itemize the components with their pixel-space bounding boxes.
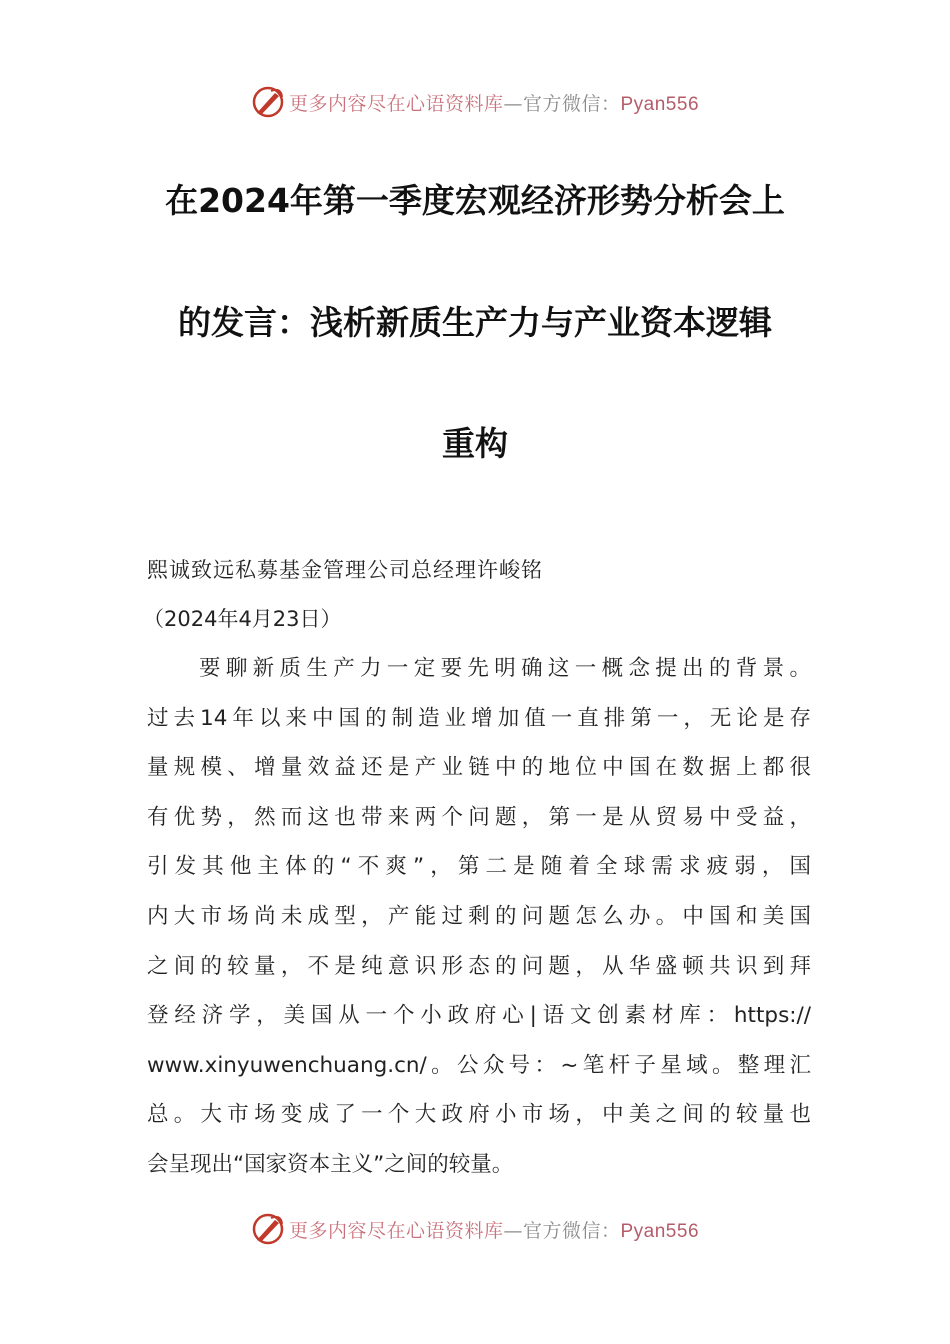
pen-logo-icon: [251, 85, 285, 119]
banner-sub-text: 官方微信：: [522, 1219, 621, 1242]
banner-sub-text: 官方微信：: [522, 92, 621, 115]
paragraph-line: 会呈现出“国家资本主义”之间的较量。: [147, 1151, 514, 1177]
banner-wechat-id: Pyan556: [620, 93, 700, 115]
banner-dash: —: [503, 92, 523, 115]
banner-dash: —: [503, 1219, 523, 1242]
paragraph-line: 量规模、增量效益还是产业链中的地位中国在数据上都很: [147, 755, 811, 781]
banner-main-text: 更多内容尽在心语资料库: [288, 1219, 504, 1242]
paragraph-line: 之间的较量，不是纯意识形态的问题，从华盛顿共识到拜: [147, 953, 811, 979]
banner-text: [289, 89, 699, 116]
title-line-1: 在2024年第一季度宏观经济形势分析会上: [165, 181, 785, 220]
title-line-2: 的发言：浅析新质生产力与产业资本逻辑: [178, 303, 772, 342]
paragraph-line: 登经济学，美国从一个小政府心|语文创素材库：https://: [147, 1003, 811, 1029]
paragraph-line: 过去14年以来中国的制造业增加值一直排第一，无论是存: [147, 705, 811, 731]
pen-logo-icon: [251, 1212, 285, 1246]
paragraph-line: 内大市场尚未成型，产能过剩的问题怎么办。中国和美国: [147, 903, 811, 929]
paragraph-line: www.xinyuwenchuang.cn/。公众号：~笔杆子星域。整理汇: [147, 1052, 811, 1078]
body-paragraph: [147, 644, 811, 1190]
paragraph-line: 引发其他主体的“不爽”，第二是随着全球需求疲弱，国: [147, 854, 811, 880]
paragraph-line: 总。大市场变成了一个大政府小市场，中美之间的较量也: [147, 1102, 811, 1128]
banner-wechat-id: Pyan556: [620, 1220, 700, 1242]
author-line: 熙诚致远私募基金管理公司总经理许峻铭: [147, 558, 543, 582]
title-line-3: 重构: [442, 424, 508, 463]
footer-banner: [0, 1209, 950, 1249]
banner-text: [289, 1216, 699, 1243]
date-line: （2024年4月23日）: [143, 607, 342, 631]
banner-main-text: 更多内容尽在心语资料库: [288, 92, 504, 115]
paragraph-line: 有优势，然而这也带来两个问题，第一是从贸易中受益，: [147, 804, 811, 830]
header-banner: [0, 82, 950, 122]
paragraph-line: 要聊新质生产力一定要先明确这一概念提出的背景。: [199, 656, 811, 681]
